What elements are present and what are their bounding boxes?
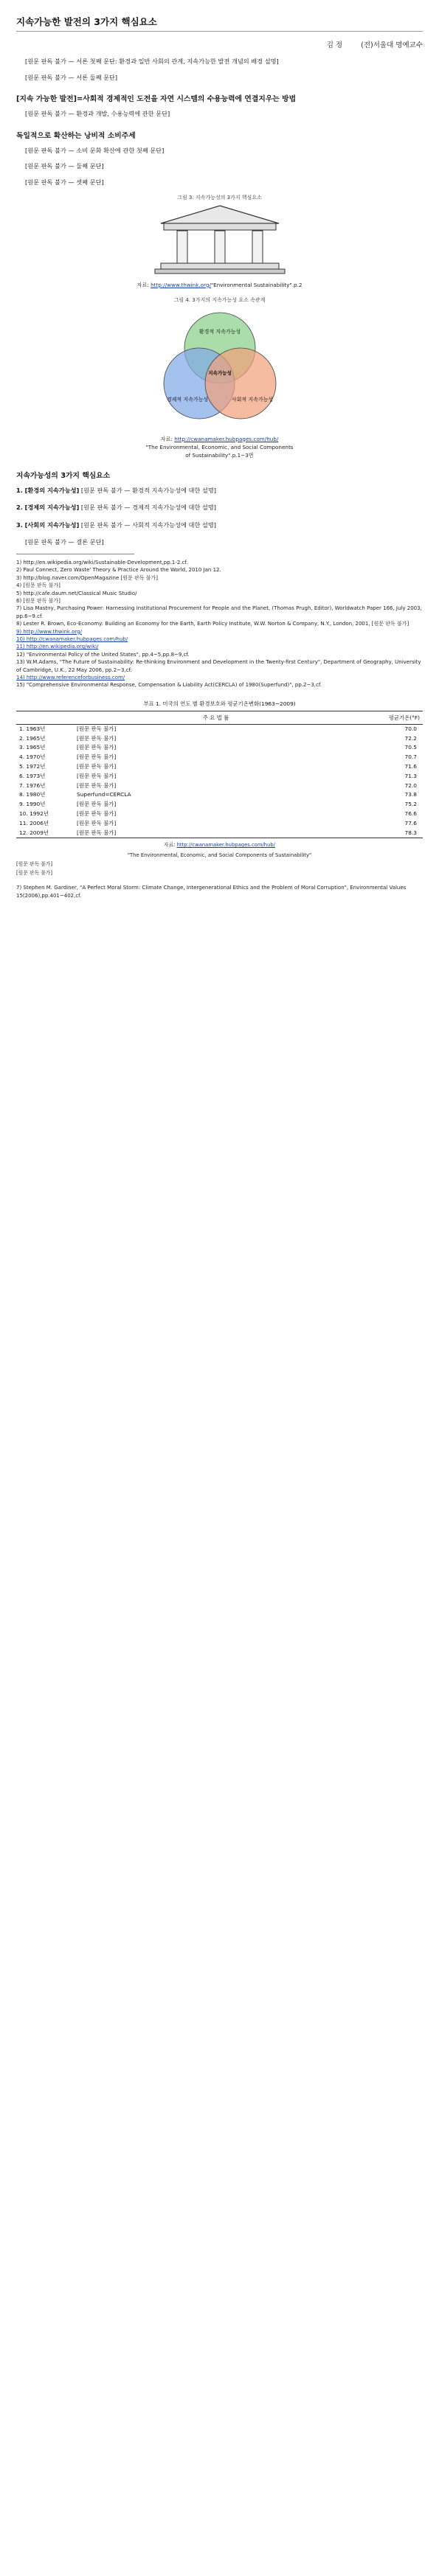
table-cell: [원문 판독 불가] bbox=[77, 781, 117, 789]
footnote: 4) [원문 판독 불가] bbox=[16, 582, 61, 589]
environment-temperature-table bbox=[16, 711, 423, 839]
table-cell: 75.2 bbox=[404, 801, 417, 808]
footnote-url[interactable]: 10) http://cwanamaker.hubpages.com/hub/ bbox=[16, 636, 128, 642]
table-row bbox=[16, 800, 423, 810]
intro-paragraph-1: [원문 판독 불가 — 서론 첫째 문단: 환경과 일반 사회의 관계, 지속가능한 발전 개념의 배경 설명] bbox=[25, 58, 279, 65]
pillar-text-economic: [원문 판독 불가 — 경제적 지속가능성에 대한 설명] bbox=[80, 504, 216, 512]
pillar-1 bbox=[177, 231, 187, 263]
table-cell: 70.7 bbox=[404, 753, 417, 761]
table-cell: Superfund=CERCLA bbox=[77, 791, 131, 798]
temple-pillars-illustration bbox=[146, 201, 294, 275]
footnote-link bbox=[16, 628, 423, 636]
footnote: 6) [원문 판독 불가] bbox=[16, 597, 61, 604]
figure1-source-suffix: "Environmental Sustainability".p.2 bbox=[210, 281, 303, 288]
footnote: 8) Lester R. Brown, Eco-Economy: Building an Economy for the Earth, Earth Policy Institute, W.W. Norton & Company, N.Y., London, 2001, [원문 판독 불가] bbox=[16, 621, 409, 627]
table-cell: [원문 판독 불가] bbox=[77, 772, 117, 779]
venn-label-center: 지속가능성 bbox=[207, 369, 232, 376]
footnote: 1) http://en.wikipedia.org/wiki/Sustainable-Development,pp.1-2.cf. bbox=[16, 559, 188, 565]
footnote-link bbox=[16, 643, 423, 650]
venn-circle-social bbox=[205, 348, 276, 419]
footnote-url[interactable]: 14) http://www.referenceforbusiness.com/ bbox=[16, 675, 125, 681]
table-cell: 1. 1963년 bbox=[19, 725, 46, 732]
venn-label-environmental: 환경적 지속가능성 bbox=[198, 328, 241, 335]
table-cell: 70.5 bbox=[404, 744, 417, 751]
venn-label-economic: 경제적 지속가능성 bbox=[166, 396, 208, 403]
end-footnote: 7) Stephen M. Gardiner, "A Perfect Moral Storm: Climate Change, Intergenerational Ethics and the Problem of Moral Corruption", Environmental Values 15(2006),pp.401~402,cf. bbox=[16, 885, 407, 899]
table-cell: [원문 판독 불가] bbox=[77, 734, 117, 742]
table-cell: 76.6 bbox=[404, 810, 417, 818]
section-heading-2: 독일적으로 확산하는 낭비적 소비주세 bbox=[16, 131, 136, 140]
table-row bbox=[16, 810, 423, 819]
table-cell: 4. 1970년 bbox=[19, 753, 46, 761]
section2-paragraph-1: [원문 판독 불가 — 소비 문화 확산에 관한 첫째 문단] bbox=[25, 146, 165, 154]
table-caption: 부표 1. 미국의 연도 별 환경보호와 평균기온변화(1963~2009) bbox=[143, 700, 296, 707]
footnote: 12) "Environmental Policy of the United States", pp.4~5,pp.8~9,cf. bbox=[16, 651, 190, 658]
document-title: 지속가능한 발전의 3가지 핵심요소 bbox=[16, 10, 423, 32]
footnote-url[interactable]: 11) http://en.wikipedia.org/wiki/ bbox=[16, 644, 99, 650]
pillar-label-social: 3. [사회의 지속가능성] bbox=[16, 521, 80, 529]
figure2-source-line2: "The Environmental, Economic, and Social Components bbox=[145, 443, 294, 450]
table-row bbox=[16, 753, 423, 762]
section1-paragraph-1: [원문 판독 불가 — 환경과 개발, 수용능력에 관한 문단] bbox=[25, 110, 170, 118]
table-note-line4: [원문 판독 불가] bbox=[16, 870, 53, 877]
table-row bbox=[16, 724, 423, 734]
table-row bbox=[16, 772, 423, 781]
figure1-source-prefix: 자료: bbox=[136, 281, 151, 288]
table-cell: 8. 1980년 bbox=[19, 791, 46, 798]
intro-paragraph-2: [원문 판독 불가 — 서론 둘째 문단] bbox=[25, 73, 118, 81]
table-cell: 77.6 bbox=[404, 819, 417, 826]
document-page bbox=[0, 0, 439, 922]
table-cell: 9. 1990년 bbox=[19, 801, 46, 808]
figure2-source-line3: of Sustainability".p.1~3번 bbox=[185, 451, 254, 459]
pillar-item-social bbox=[16, 521, 423, 531]
section3-closing-paragraph: [원문 판독 불가 — 결론 문단] bbox=[25, 538, 104, 546]
table-note-line3: [원문 판독 불가] bbox=[16, 861, 53, 868]
pillar-item-economic bbox=[16, 503, 423, 513]
table-cell: 71.6 bbox=[404, 763, 417, 770]
table-cell: 6. 1973년 bbox=[19, 772, 46, 779]
footnote-link bbox=[16, 636, 423, 643]
footnote-url[interactable]: 9) http://www.thwink.org/ bbox=[16, 628, 83, 635]
table-source-prefix: 자료: bbox=[164, 842, 177, 849]
figure2-caption: 그림 4. 3가지의 지속가능성 요소 속관계 bbox=[173, 296, 266, 303]
table-cell: [원문 판독 불가] bbox=[77, 725, 117, 732]
table-row bbox=[16, 762, 423, 772]
pillar-item-environmental bbox=[16, 486, 423, 496]
table-cell: 78.3 bbox=[358, 829, 423, 838]
table-cell: 12. 2009년 bbox=[16, 829, 74, 838]
table-cell: 72.2 bbox=[404, 734, 417, 742]
table-cell: [원문 판독 불가] bbox=[77, 810, 117, 818]
footnote: 2) Paul Connect, Zero Waste' Theory & Practice Around the World, 2010 Jan 12. bbox=[16, 567, 221, 574]
pillar-label-economic: 2. [경제의 지속가능성] bbox=[16, 504, 80, 512]
table-cell: 11. 2006년 bbox=[19, 819, 49, 826]
table-cell: 5. 1972년 bbox=[19, 763, 46, 770]
footnote: 5) http://cafe.daum.net/Classical Music Studio/ bbox=[16, 590, 137, 596]
temple-step bbox=[155, 269, 285, 274]
figure-sustainability-pillars bbox=[16, 194, 423, 289]
table-cell: 70.0 bbox=[404, 725, 417, 732]
section-heading-1: [지속 가능한 발전]=사회적 경제적인 도전을 자연 시스템의 수용능력에 연결지우는 방법 bbox=[16, 95, 297, 104]
table-header-year bbox=[16, 711, 74, 724]
pillar-2 bbox=[215, 231, 225, 263]
figure2-source-link[interactable]: http://cwanamaker.hubpages.com/hub/ bbox=[174, 435, 279, 442]
table-cell: 72.0 bbox=[404, 781, 417, 789]
table-header-laws: 주 요 법 률 bbox=[74, 711, 358, 724]
figure1-source-link[interactable]: http://www.thwink.org/ bbox=[151, 281, 211, 288]
table-row bbox=[16, 781, 423, 791]
figure1-source bbox=[16, 281, 423, 289]
pillar-text-social: [원문 판독 불가 — 사회적 지속가능성에 대한 설명] bbox=[80, 521, 216, 529]
table-cell: [원문 판독 불가] bbox=[77, 753, 117, 761]
table-header-row bbox=[16, 711, 423, 724]
table-source bbox=[16, 841, 423, 849]
table-cell: 3. 1965년 bbox=[19, 744, 46, 751]
temple-architrave bbox=[164, 223, 276, 230]
table-source-line2: "The Environmental, Economic, and Social Components of Sustainability" bbox=[127, 852, 312, 859]
table-row bbox=[16, 829, 423, 838]
footnote: 7) Lisa Mastny, Purchasing Power: Harnessing Institutional Procurement for People and the Planet, (Thomas Prugh, Editor), Worldwatch Paper 166, July 2003, pp.6~9.cf. bbox=[16, 605, 422, 619]
section2-paragraph-2: [원문 판독 불가 — 둘째 문단] bbox=[25, 162, 104, 170]
author-line bbox=[16, 39, 423, 49]
footnotes-block bbox=[16, 559, 423, 689]
figure2-source-prefix: 자료: bbox=[160, 435, 175, 442]
table-cell: 2. 1965년 bbox=[19, 734, 46, 742]
table-cell: 71.3 bbox=[404, 772, 417, 779]
pillar-text-environmental: [원문 판독 불가 — 환경적 지속가능성에 대한 설명] bbox=[80, 486, 216, 494]
temple-roof bbox=[161, 206, 279, 223]
table-cell: [원문 판독 불가] bbox=[77, 744, 117, 751]
figure-venn-sustainability bbox=[16, 296, 423, 459]
table-row bbox=[16, 819, 423, 829]
pillar-3 bbox=[252, 231, 263, 263]
venn-diagram bbox=[146, 304, 294, 429]
footnote: 15) "Comprehensive Environmental Response, Compensation & Liability Act(CERCLA) of 1980(Superfund)", pp.2~3,cf. bbox=[16, 682, 322, 689]
pillar-label-environmental: 1. [환경의 지속가능성] bbox=[16, 486, 80, 494]
table-row bbox=[16, 743, 423, 753]
author-name: 김 정 bbox=[326, 41, 343, 49]
figure2-source bbox=[16, 435, 423, 459]
table-cell: [원문 판독 불가] bbox=[74, 829, 358, 838]
table-row bbox=[16, 734, 423, 744]
table-header-temp: 평균기온(°F) bbox=[358, 711, 423, 724]
table-cell: 73.8 bbox=[404, 791, 417, 798]
figure1-caption: 그림 3. 지속가능성의 3가지 핵심요소 bbox=[177, 194, 262, 201]
table-cell: [원문 판독 불가] bbox=[77, 763, 117, 770]
footnote: 13) W.M.Adams, "The Future of Sustainability: Re-thinking Environment and Development in the Twenty-first Century", Department of Geography, University of Cambridge, U.K., 22 May 2006, pp.2~3,cf. bbox=[16, 659, 421, 673]
temple-base bbox=[161, 263, 279, 269]
footnote-link bbox=[16, 674, 423, 681]
section2-paragraph-3: [원문 판독 불가 — 셋째 문단] bbox=[25, 178, 104, 186]
table-cell: 7. 1976년 bbox=[19, 781, 46, 789]
table-cell: [원문 판독 불가] bbox=[77, 801, 117, 808]
table-cell: 10. 1992년 bbox=[19, 810, 49, 818]
venn-label-social: 사회적 지속가능성 bbox=[231, 396, 273, 403]
section-heading-3: 지속가능성의 3가지 핵심요소 bbox=[16, 471, 111, 480]
table-cell: [원문 판독 불가] bbox=[77, 819, 117, 826]
footnote: 3) http://blog.naver.com/OpenMagazine [원문 판독 불가] bbox=[16, 574, 158, 581]
temperature-table-section bbox=[16, 700, 423, 877]
table-row bbox=[16, 790, 423, 800]
author-affiliation: (전)서울대 명예교수 bbox=[361, 41, 423, 49]
table-source-link[interactable]: http://cwanamaker.hubpages.com/hub/ bbox=[176, 842, 275, 849]
